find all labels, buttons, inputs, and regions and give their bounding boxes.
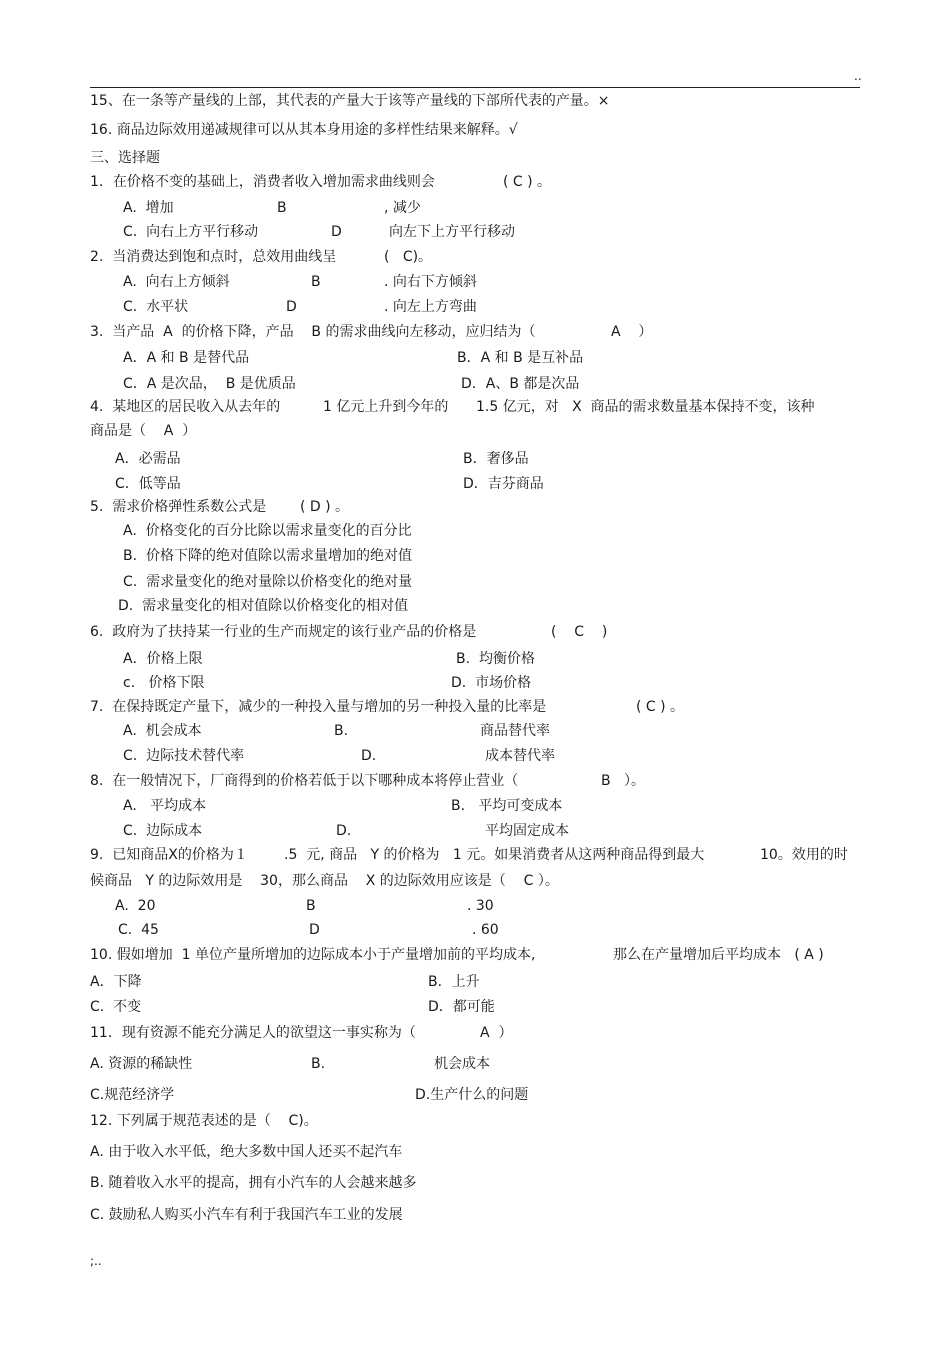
text-line: B. 价格下降的绝对值除以需求量增加的绝对值 xyxy=(123,548,412,564)
text-line: 向左下上方平行移动 xyxy=(389,224,515,240)
text-line: 16. 商品边际效用递减规律可以从其本身用途的多样性结果来解释。√ xyxy=(90,122,518,138)
text-line: 机会成本 xyxy=(434,1056,490,1072)
text-line: A. 增加 xyxy=(123,200,174,216)
text-line: D xyxy=(286,299,297,315)
text-line: A. 机会成本 xyxy=(123,723,202,739)
text-line: . 向左上方弯曲 xyxy=(384,299,477,315)
text-line: A. 20 xyxy=(115,898,156,914)
text-line: 成本替代率 xyxy=(485,748,555,764)
text-line: A. 向右上方倾斜 xyxy=(123,274,230,290)
text-line: 15、在一条等产量线的上部，其代表的产量大于该等产量线的下部所代表的产量。× xyxy=(90,93,610,109)
text-line: 1．在价格不变的基础上，消费者收入增加需求曲线则会 xyxy=(90,174,435,190)
text-line: B xyxy=(277,200,287,216)
text-line: 商品替代率 xyxy=(480,723,550,739)
text-line: 8. 在一般情况下，厂商得到的价格若低于以下哪种成本将停止营业（ xyxy=(90,773,519,789)
text-line: , 减少 xyxy=(384,200,421,216)
text-line: D. xyxy=(336,823,352,839)
text-line: 10。效用的时 xyxy=(760,847,848,863)
text-line: C. 不变 xyxy=(90,999,142,1015)
text-line: D．都可能 xyxy=(428,999,495,1015)
text-line: 9. 已知商品X的价格为１ xyxy=(90,847,248,863)
header-rule xyxy=(90,87,860,88)
text-line: 6. 政府为了扶持某一行业的生产而规定的该行业产品的价格是 xyxy=(90,624,477,640)
text-line: 10. 假如增加 1 单位产量所增加的边际成本小于产量增加前的平均成本, xyxy=(90,947,536,963)
text-line: A．A 和 B 是替代品 xyxy=(123,350,250,366)
text-line: 三、选择题 xyxy=(90,150,160,166)
text-line: A．必需品 xyxy=(115,451,181,467)
text-line: B xyxy=(306,898,316,914)
text-line: A ） xyxy=(480,1025,513,1041)
text-line: 5. 需求价格弹性系数公式是 xyxy=(90,499,267,515)
text-line: 候商品 Y 的边际效用是 30，那么商品 X 的边际效用应该是（ C ）。 xyxy=(90,873,559,889)
text-line: A．价格上限 xyxy=(123,651,203,667)
text-line: 11．现有资源不能充分满足人的欲望这一事实称为（ xyxy=(90,1025,416,1041)
text-line: c. 价格下限 xyxy=(123,675,205,691)
text-line: 12. 下列属于规范表述的是（ C)。 xyxy=(90,1113,318,1129)
text-line: D．吉芬商品 xyxy=(463,476,544,492)
text-line: C. 水平状 xyxy=(123,299,189,315)
text-line: C. 鼓励私人购买小汽车有利于我国汽车工业的发展 xyxy=(90,1207,403,1223)
text-line: C. 向右上方平行移动 xyxy=(123,224,259,240)
text-line: C. 边际技术替代率 xyxy=(123,748,245,764)
text-line: B．上升 xyxy=(428,974,480,990)
text-line: D.生产什么的问题 xyxy=(415,1087,529,1103)
text-line: A. 由于收入水平低，绝大多数中国人还买不起汽车 xyxy=(90,1144,403,1160)
text-line: ( C ) 。 xyxy=(636,699,685,715)
text-line: C.规范经济学 xyxy=(90,1087,175,1103)
text-line: B xyxy=(311,274,321,290)
text-line: B. xyxy=(334,723,349,739)
text-line: C．A 是次品， B 是优质品 xyxy=(123,376,296,392)
text-line: D. xyxy=(361,748,377,764)
text-line: B ）。 xyxy=(601,773,645,789)
text-line: . 向右下方倾斜 xyxy=(384,274,477,290)
text-line: D．A、B 都是次品 xyxy=(461,376,580,392)
text-line: 那么在产量增加后平均成本 ( A ) xyxy=(613,947,824,963)
text-line: ( D ) 。 xyxy=(300,499,350,515)
text-line: A. 价格变化的百分比除以需求量变化的百分比 xyxy=(123,523,412,539)
text-line: D xyxy=(331,224,342,240)
text-line: 7. 在保持既定产量下，减少的一种投入量与增加的另一种投入量的比率是 xyxy=(90,699,547,715)
text-line: A．下降 xyxy=(90,974,142,990)
text-line: .5 元, 商品 Y 的价格为 1 元。如果消费者从这两种商品得到最大 xyxy=(284,847,705,863)
text-line: . 60 xyxy=(472,922,499,938)
text-line: A ） xyxy=(611,324,653,340)
header-mark: .. xyxy=(854,69,862,83)
text-line: B. xyxy=(311,1056,326,1072)
text-line: B. 均衡价格 xyxy=(456,651,535,667)
text-line: D xyxy=(309,922,320,938)
text-line: 2. 当消费达到饱和点时，总效用曲线呈 xyxy=(90,249,337,265)
text-line: A. 平均成本 xyxy=(123,798,207,814)
text-line: ( C)。 xyxy=(384,249,433,265)
text-line: 3. 当产品 A 的价格下降，产品 B 的需求曲线向左移动，应归结为（ xyxy=(90,324,536,340)
text-line: 商品是（ A ） xyxy=(90,423,197,439)
text-line: C. 45 xyxy=(118,922,159,938)
text-line: C．低等品 xyxy=(115,476,181,492)
text-line: C. 边际成本 xyxy=(123,823,203,839)
text-line: ( C ) 。 xyxy=(503,174,552,190)
text-line: B．A 和 B 是互补品 xyxy=(457,350,584,366)
text-line: 平均固定成本 xyxy=(485,823,569,839)
text-line: B. 随着收入水平的提高，拥有小汽车的人会越来越多 xyxy=(90,1175,417,1191)
text-line: ( C ) xyxy=(551,624,608,640)
text-line: A. 资源的稀缺性 xyxy=(90,1056,193,1072)
text-line: D. 需求量变化的相对值除以价格变化的相对值 xyxy=(118,598,409,614)
footer-mark: ;.. xyxy=(90,1254,102,1268)
text-line: 1 亿元上升到今年的 xyxy=(323,399,449,415)
text-line: D. 市场价格 xyxy=(451,675,532,691)
text-line: . 30 xyxy=(467,898,494,914)
text-line: B．奢侈品 xyxy=(463,451,529,467)
text-line: 1.5 亿元，对 X 商品的需求数量基本保持不变，该种 xyxy=(476,399,815,415)
text-line: C. 需求量变化的绝对量除以价格变化的绝对量 xyxy=(123,574,413,590)
text-line: B. 平均可变成本 xyxy=(451,798,563,814)
text-line: 4. 某地区的居民收入从去年的 xyxy=(90,399,281,415)
